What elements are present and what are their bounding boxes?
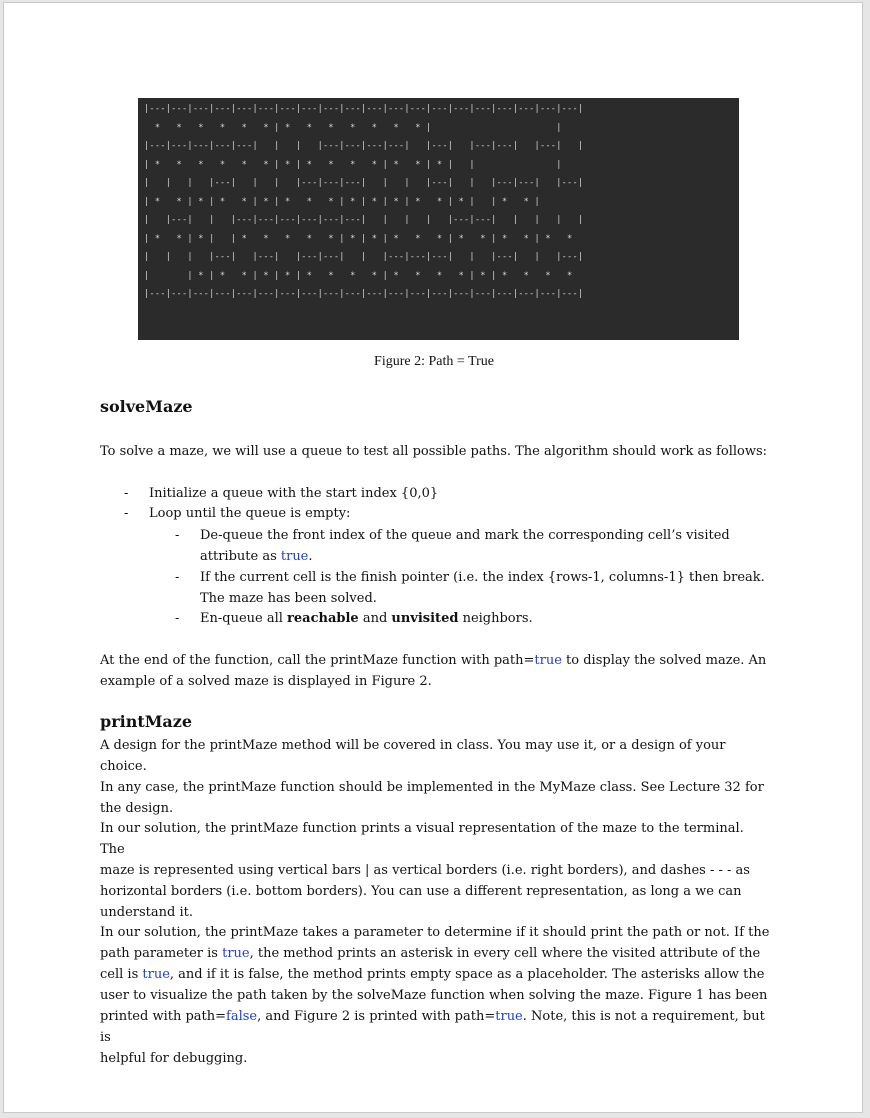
keyword-true: true	[222, 946, 250, 961]
keyword-true: true	[280, 549, 309, 564]
print-paragraph-2: In our solution, the printMaze function prints a visual representation of the maze to the terminal. The maze is represented using vertical bars | as vertical borders (i.e. right borders), and dashes - - - as horizontal borders (i.e. bottom borders). You can use a different representation, as long a we can understand it.	[100, 821, 750, 920]
maze-figure	[138, 98, 739, 340]
print-paragraph-1: A design for the printMaze method will be covered in class. You may use it, or a design of your choice. In any case, the printMaze function should be implemented in the MyMaze class. See Lecture 32 for the design.	[100, 738, 764, 816]
figure-caption: Figure 2: Path = True	[374, 354, 494, 369]
solve-conclusion: At the end of the function, call the printMaze function with path=true to display the solved maze. An example of a solved maze is displayed in Figure 2.	[100, 653, 767, 689]
solve-intro: To solve a maze, we will use a queue to test all possible paths. The algorithm should work as follows:	[100, 444, 768, 459]
bullet-dash: -	[124, 506, 129, 521]
keyword-true: true	[142, 967, 170, 982]
print-maze-heading: printMaze	[100, 712, 193, 731]
bullet-dash: -	[175, 611, 180, 626]
maze-ascii-art: |---|---|---|---|---|---|---|---|---|---|---|---|---|---|---|---|---|---|---|---| * * * * * * | * * * * * * * | | |---|---|---|---|---| | | |---|---|---|---| |---| |---|---| |---| | | * * * * * * | * | * * * * | * * | * | | | | | | |---| | | |---|---|---| | | |---| | |---|---| |---| | * * | * | * * | * | * * * | * | * | * | * * | * | | * * | | |---| | |---|---|---|---|---|---| | | | |---|---| | | | | | * * | * | | * * * * * | * | * | * * * | * * | * * | * * | | | |---| |---| |---|---| | |---|---|---| | |---| | |---| | | * | * * | * | * | * * * * | * * * * | * | * * * * |---|---|---|---|---|---|---|---|---|---|---|---|---|---|---|---|---|---|---|---|	[144, 104, 584, 299]
bullet-dash: -	[124, 486, 129, 501]
bullet-dash: -	[175, 528, 180, 543]
sub-bullet-finish: - If the current cell is the finish pointer (i.e. the index {rows-1, columns-1} then break. The maze has been solved.	[200, 567, 765, 609]
keyword-true: true	[495, 1009, 523, 1024]
bullet-item-loop: - Loop until the queue is empty:	[149, 503, 350, 524]
sub-bullet-dequeue: - De-queue the front index of the queue and mark the corresponding cell’s visited attribute as true.	[200, 525, 730, 567]
bullet-dash: -	[175, 570, 180, 585]
sub-bullet-enqueue: - En-queue all reachable and unvisited neighbors.	[200, 608, 533, 629]
print-paragraph-3: In our solution, the printMaze takes a parameter to determine if it should print the path or not. If the path parameter is true, the method prints an asterisk in every cell where the visited attribute of the cell is true, and if it is false, the method prints empty space as a placeholder. The asterisks allow the user to visualize the path taken by the solveMaze function when solving the maze. Figure 1 has been printed with path=false, and Figure 2 is printed with path=true. Note, this is not a requirement, but is helpful for debugging.	[100, 925, 770, 1066]
bullet-item-initialize: - Initialize a queue with the start index {0,0}	[149, 483, 438, 504]
keyword-true: true	[534, 653, 562, 668]
solve-maze-heading: solveMaze	[100, 397, 193, 416]
keyword-false: false	[226, 1009, 258, 1024]
document-page	[3, 2, 863, 1113]
